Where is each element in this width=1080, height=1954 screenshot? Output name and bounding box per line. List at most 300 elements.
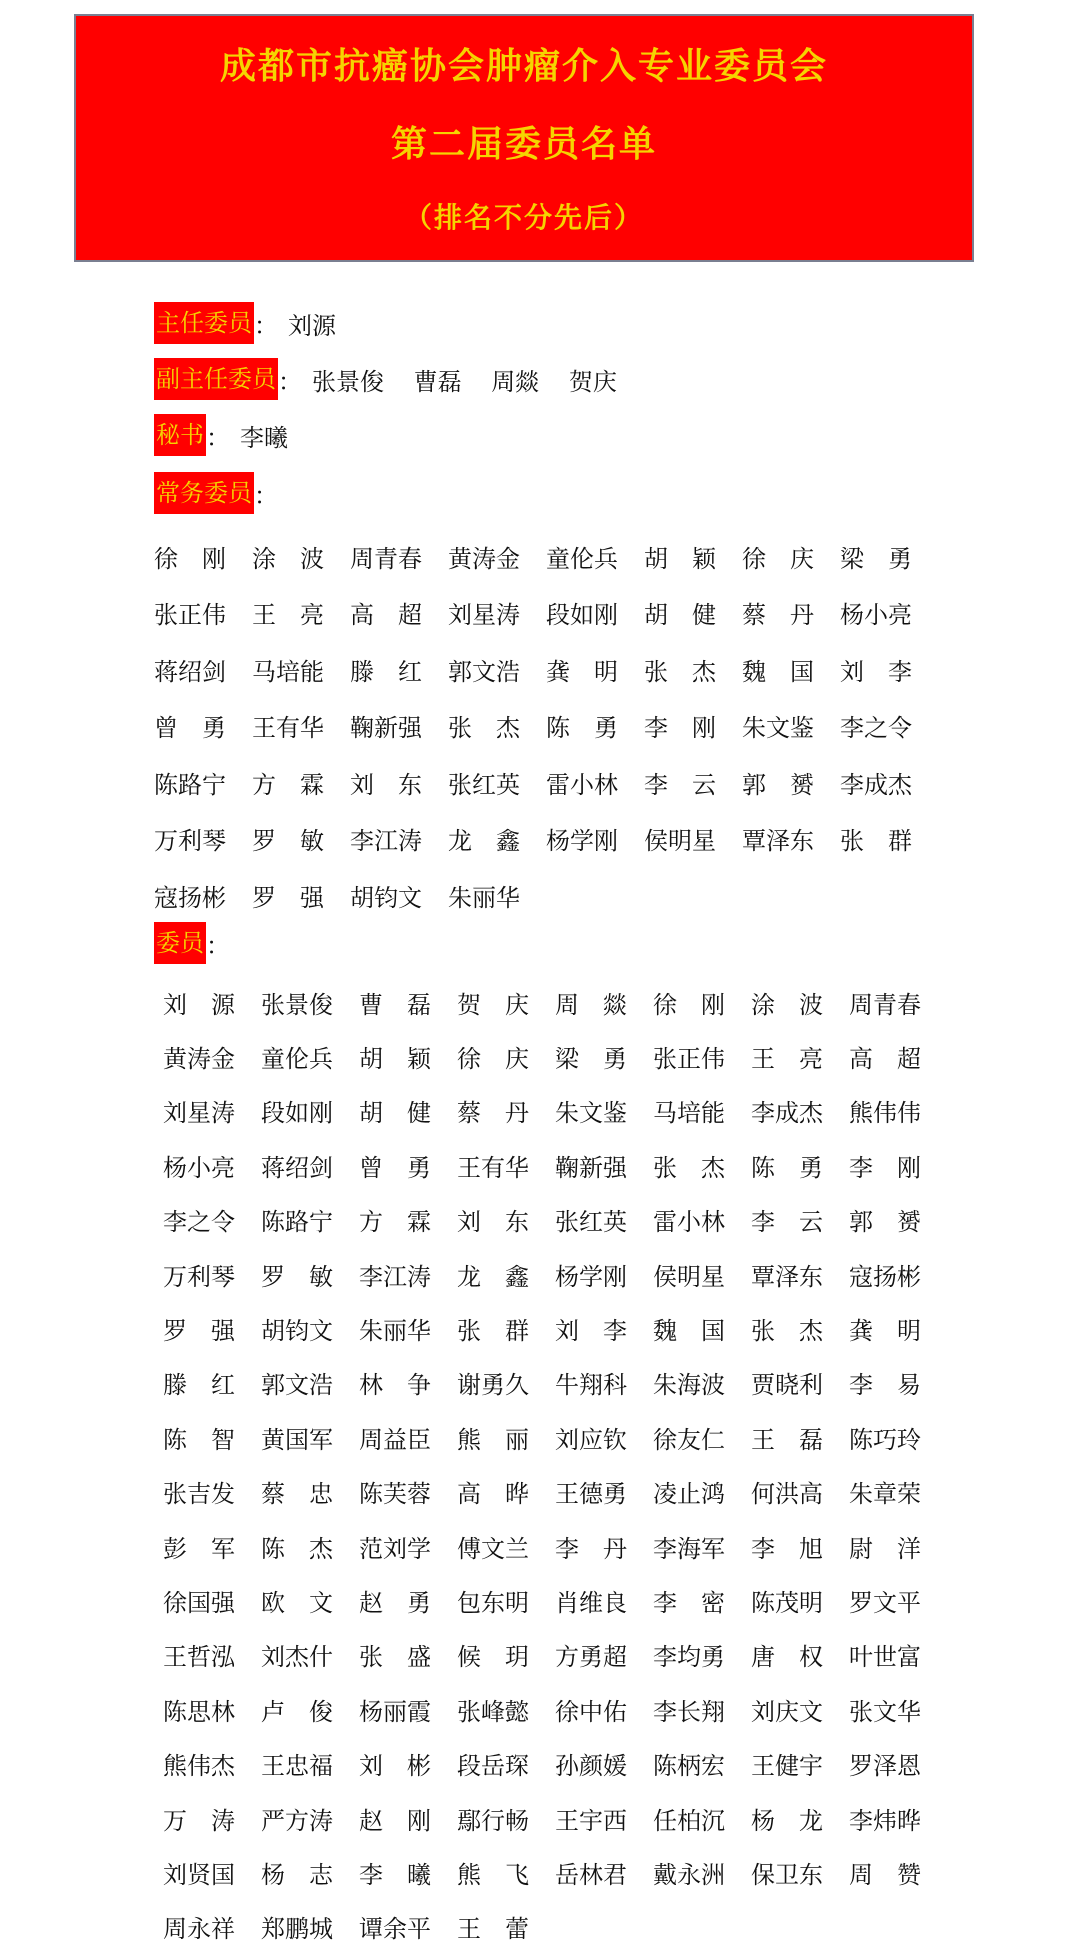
name-cell [653,1465,751,1519]
person-name: 王哲泓 [163,1643,235,1672]
person-name: 王健宇 [751,1752,823,1781]
person-name: 张正伟 [154,601,226,630]
name-cell [163,1682,261,1736]
name-cell [261,1029,359,1083]
person-name: 曾 勇 [359,1153,431,1182]
name-cell [653,1736,751,1790]
name-cell [555,1628,653,1682]
name-cell [154,754,252,811]
person-name: 徐国强 [163,1588,235,1617]
person-name: 谭余平 [359,1915,431,1944]
name-cell [840,528,938,585]
name-cell [163,1138,261,1192]
document-subtitle: 第二届委员名单 [390,124,657,165]
person-name: 何洪高 [751,1480,823,1509]
name-cell [154,811,252,868]
name-cell [653,1682,751,1736]
person-name: 岳林君 [555,1860,627,1889]
secretary-label: 秘书 [154,414,206,456]
person-name: 鞠新强 [555,1153,627,1182]
person-name: 肖维良 [555,1588,627,1617]
person-name: 李均勇 [653,1643,725,1672]
name-cell [546,641,644,698]
name-cell [751,1465,849,1519]
name-cell [359,1193,457,1247]
person-name: 王 亮 [751,1045,823,1074]
ranking-note: （排名不分先后） [403,201,644,234]
name-cell [751,1573,849,1627]
person-name: 贾晓利 [751,1371,823,1400]
name-cell [448,528,546,585]
person-name: 张峰懿 [457,1697,529,1726]
person-name: 黄国军 [261,1425,333,1454]
person-name: 胡钧文 [350,883,422,912]
secretary-row [154,414,310,456]
person-name: 王宇西 [555,1806,627,1835]
name-cell [163,1193,261,1247]
name-cell [261,1682,359,1736]
name-cell [555,1791,653,1845]
person-name: 杨 志 [261,1860,333,1889]
person-name: 郑鹏城 [261,1915,333,1944]
name-cell [555,1029,653,1083]
name-cell [555,1845,653,1899]
name-cell [742,698,840,755]
name-cell [653,1301,751,1355]
name-cell [555,1410,653,1464]
person-name: 李成杰 [840,770,912,799]
name-cell [359,1356,457,1410]
person-name: 刘 李 [840,657,912,686]
person-name: 王有华 [252,714,324,743]
person-name: 陈思林 [163,1697,235,1726]
name-cell [546,585,644,642]
name-cell [261,1628,359,1682]
person-name: 保卫东 [751,1860,823,1889]
name-cell [751,1193,849,1247]
person-name: 李江涛 [350,827,422,856]
name-cell [840,698,938,755]
person-name: 魏 国 [742,657,814,686]
person-name: 高 超 [350,601,422,630]
name-cell [555,1356,653,1410]
person-name: 赵 勇 [359,1588,431,1617]
person-name: 林 争 [359,1371,431,1400]
person-name: 张文华 [849,1697,921,1726]
name-cell [350,528,448,585]
person-name: 张 群 [840,827,912,856]
name-cell [359,1845,457,1899]
person-name: 周永祥 [163,1915,235,1944]
name-cell [849,1356,947,1410]
name-cell [849,1465,947,1519]
person-name: 陈 杰 [261,1534,333,1563]
name-cell [457,1628,555,1682]
person-name: 罗 强 [163,1317,235,1346]
person-name: 李 曦 [359,1860,431,1889]
person-name: 龚 明 [546,657,618,686]
name-cell [555,1138,653,1192]
name-cell [359,1682,457,1736]
person-name: 李江涛 [359,1262,431,1291]
name-cell [252,867,350,924]
person-name: 刘 李 [555,1317,627,1346]
name-cell [555,1301,653,1355]
person-name: 张 杰 [448,714,520,743]
title-banner [74,14,974,262]
name-cell [751,1736,849,1790]
person-name: 杨小亮 [840,601,912,630]
person-name: 陈路宁 [261,1208,333,1237]
person-name: 王忠福 [261,1752,333,1781]
name-cell [751,1410,849,1464]
person-name: 孙颜媛 [555,1752,627,1781]
person-name: 罗文平 [849,1588,921,1617]
name-cell [252,698,350,755]
person-name: 陈 勇 [751,1153,823,1182]
name-cell [840,754,938,811]
person-name: 陈 智 [163,1425,235,1454]
name-cell [849,1845,947,1899]
person-name: 王 蕾 [457,1915,529,1944]
person-name: 涂 波 [751,990,823,1019]
name-cell [261,1736,359,1790]
name-cell [751,1791,849,1845]
person-name: 刘庆文 [751,1697,823,1726]
person-name: 陈芙蓉 [359,1480,431,1509]
person-name: 唐 权 [751,1643,823,1672]
name-cell [849,1791,947,1845]
secretary-separator: ： [206,423,230,452]
person-name: 罗 敏 [252,827,324,856]
name-cell [154,528,252,585]
name-cell [359,1736,457,1790]
person-name: 胡 健 [359,1099,431,1128]
person-name: 童伦兵 [261,1045,333,1074]
person-name: 滕 红 [350,657,422,686]
vice-director-name: 张景俊 [312,367,384,396]
name-cell [163,1084,261,1138]
person-name: 陈巧玲 [849,1425,921,1454]
person-name: 刘 东 [350,770,422,799]
person-name: 李长翔 [653,1697,725,1726]
person-name: 刘贤国 [163,1860,235,1889]
members-list [163,975,947,1954]
person-name: 寇扬彬 [849,1262,921,1291]
name-cell [742,585,840,642]
name-cell [849,975,947,1029]
name-cell [457,1791,555,1845]
name-cell [350,811,448,868]
name-cell [751,1029,849,1083]
name-cell [457,1845,555,1899]
director-label: 主任委员 [154,302,254,344]
name-cell [261,1465,359,1519]
person-name: 赵 刚 [359,1806,431,1835]
name-cell [849,1736,947,1790]
person-name: 徐友仁 [653,1425,725,1454]
person-name: 胡 颖 [644,544,716,573]
name-cell [359,1900,457,1954]
name-cell [457,1682,555,1736]
name-cell [546,698,644,755]
name-cell [653,1193,751,1247]
person-name: 李 云 [644,770,716,799]
name-cell [457,1356,555,1410]
name-cell [359,1465,457,1519]
name-cell [555,1084,653,1138]
name-cell [359,1247,457,1301]
person-name: 朱丽华 [448,883,520,912]
name-cell [849,1410,947,1464]
person-name: 徐 刚 [154,544,226,573]
name-cell [457,1029,555,1083]
person-name: 李 旭 [751,1534,823,1563]
name-cell [653,975,751,1029]
person-name: 杨学刚 [555,1262,627,1291]
person-name: 张吉发 [163,1480,235,1509]
name-cell [261,1791,359,1845]
person-name: 贺 庆 [457,990,529,1019]
person-name: 刘应钦 [555,1425,627,1454]
name-cell [448,754,546,811]
person-name: 陈 勇 [546,714,618,743]
person-name: 卢 俊 [261,1697,333,1726]
name-cell [849,1628,947,1682]
name-cell [261,1193,359,1247]
name-cell [457,1301,555,1355]
name-cell [546,811,644,868]
name-cell [163,1845,261,1899]
name-cell [849,1138,947,1192]
name-cell [644,754,742,811]
person-name: 曾 勇 [154,714,226,743]
person-name: 罗 强 [252,883,324,912]
name-cell [849,1247,947,1301]
name-cell [163,1736,261,1790]
document-title: 成都市抗癌协会肿瘤介入专业委员会 [219,46,828,87]
name-cell [359,1519,457,1573]
name-cell [849,1519,947,1573]
person-name: 万利琴 [163,1262,235,1291]
name-cell [653,1573,751,1627]
person-name: 熊伟伟 [849,1099,921,1128]
person-name: 马培能 [653,1099,725,1128]
person-name: 张 盛 [359,1643,431,1672]
director-separator: ： [254,311,278,340]
name-cell [163,1465,261,1519]
name-cell [457,1465,555,1519]
name-cell [555,975,653,1029]
name-cell [261,1573,359,1627]
vice-director-row [154,358,639,400]
name-cell [261,1301,359,1355]
person-name: 郭文浩 [448,657,520,686]
name-cell [849,1573,947,1627]
name-cell [644,698,742,755]
person-name: 陈茂明 [751,1588,823,1617]
name-cell [359,1410,457,1464]
person-name: 张 杰 [644,657,716,686]
name-cell [751,1301,849,1355]
person-name: 戴永洲 [653,1860,725,1889]
person-name: 寇扬彬 [154,883,226,912]
person-name: 蒋绍剑 [154,657,226,686]
person-name: 徐 刚 [653,990,725,1019]
secretary-name: 李曦 [240,423,288,452]
person-name: 高 晔 [457,1480,529,1509]
person-name: 李 云 [751,1208,823,1237]
person-name: 刘 东 [457,1208,529,1237]
name-cell [457,1900,555,1954]
name-cell [457,1138,555,1192]
person-name: 刘星涛 [448,601,520,630]
person-name: 杨丽霞 [359,1697,431,1726]
name-cell [751,1682,849,1736]
name-cell [840,585,938,642]
name-cell [751,975,849,1029]
name-cell [261,1900,359,1954]
person-name: 张正伟 [653,1045,725,1074]
standing-committee-label: 常务委员 [154,472,254,514]
name-cell [849,1682,947,1736]
person-name: 梁 勇 [840,544,912,573]
name-cell [163,1791,261,1845]
name-cell [448,811,546,868]
name-cell [154,641,252,698]
person-name: 龙 鑫 [457,1262,529,1291]
person-name: 龚 明 [849,1317,921,1346]
name-cell [546,754,644,811]
person-name: 雷小林 [653,1208,725,1237]
name-cell [653,1356,751,1410]
members-separator: ： [206,931,230,960]
name-cell [457,1573,555,1627]
person-name: 王德勇 [555,1480,627,1509]
person-name: 覃泽东 [751,1262,823,1291]
person-name: 胡 健 [644,601,716,630]
name-cell [359,1573,457,1627]
person-name: 郭文浩 [261,1371,333,1400]
person-name: 张红英 [448,770,520,799]
name-cell [653,1029,751,1083]
name-cell [751,1138,849,1192]
name-cell [154,698,252,755]
name-cell [154,867,252,924]
name-cell [457,1247,555,1301]
person-name: 胡钧文 [261,1317,333,1346]
name-cell [555,1193,653,1247]
name-cell [261,1519,359,1573]
person-name: 王有华 [457,1153,529,1182]
person-name: 方 霖 [359,1208,431,1237]
person-name: 谢勇久 [457,1371,529,1400]
name-cell [252,641,350,698]
person-name: 刘 彬 [359,1752,431,1781]
name-cell [653,1247,751,1301]
person-name: 覃泽东 [742,827,814,856]
name-cell [350,641,448,698]
person-name: 郭 赟 [742,770,814,799]
person-name: 张 杰 [653,1153,725,1182]
person-name: 朱文鉴 [555,1099,627,1128]
name-cell [350,867,448,924]
name-cell [252,528,350,585]
person-name: 郭 赟 [849,1208,921,1237]
person-name: 马培能 [252,657,324,686]
person-name: 任柏沉 [653,1806,725,1835]
person-name: 曹 磊 [359,990,431,1019]
person-name: 高 超 [849,1045,921,1074]
person-name: 滕 红 [163,1371,235,1400]
person-name: 张红英 [555,1208,627,1237]
name-cell [742,528,840,585]
person-name: 熊 丽 [457,1425,529,1454]
person-name: 罗 敏 [261,1262,333,1291]
person-name: 蔡 丹 [457,1099,529,1128]
secretary-names [240,418,310,453]
name-cell [546,528,644,585]
person-name: 李海军 [653,1534,725,1563]
vice-director-label: 副主任委员 [154,358,278,400]
name-cell [359,1138,457,1192]
person-name: 鄢行畅 [457,1806,529,1835]
person-name: 李 刚 [849,1153,921,1182]
vice-director-names [312,362,639,397]
name-cell [163,1029,261,1083]
name-cell [751,1356,849,1410]
name-cell [555,1519,653,1573]
name-cell [163,1628,261,1682]
name-cell [840,811,938,868]
name-cell [448,585,546,642]
person-name: 范刘学 [359,1534,431,1563]
person-name: 周青春 [849,990,921,1019]
members-label: 委员 [154,922,206,964]
name-cell [555,1465,653,1519]
person-name: 杨学刚 [546,827,618,856]
name-cell [350,585,448,642]
name-cell [359,1029,457,1083]
name-cell [555,1247,653,1301]
name-cell [653,1138,751,1192]
person-name: 蔡 忠 [261,1480,333,1509]
name-cell [359,1301,457,1355]
person-name: 欧 文 [261,1588,333,1617]
name-cell [457,1736,555,1790]
vice-director-name: 贺庆 [568,367,617,396]
name-cell [653,1410,751,1464]
person-name: 刘 源 [163,990,235,1019]
person-name: 李 丹 [555,1534,627,1563]
name-cell [261,1138,359,1192]
person-name: 刘星涛 [163,1099,235,1128]
person-name: 蔡 丹 [742,601,814,630]
name-cell [359,1628,457,1682]
standing-committee-row [154,472,288,514]
name-cell [457,1084,555,1138]
person-name: 李成杰 [751,1099,823,1128]
person-name: 刘杰什 [261,1643,333,1672]
person-name: 周 燚 [555,990,627,1019]
name-cell [359,1084,457,1138]
person-name: 候 玥 [457,1643,529,1672]
person-name: 熊伟杰 [163,1752,235,1781]
name-cell [457,1193,555,1247]
name-cell [163,1519,261,1573]
person-name: 段岳琛 [457,1752,529,1781]
person-name: 童伦兵 [546,544,618,573]
